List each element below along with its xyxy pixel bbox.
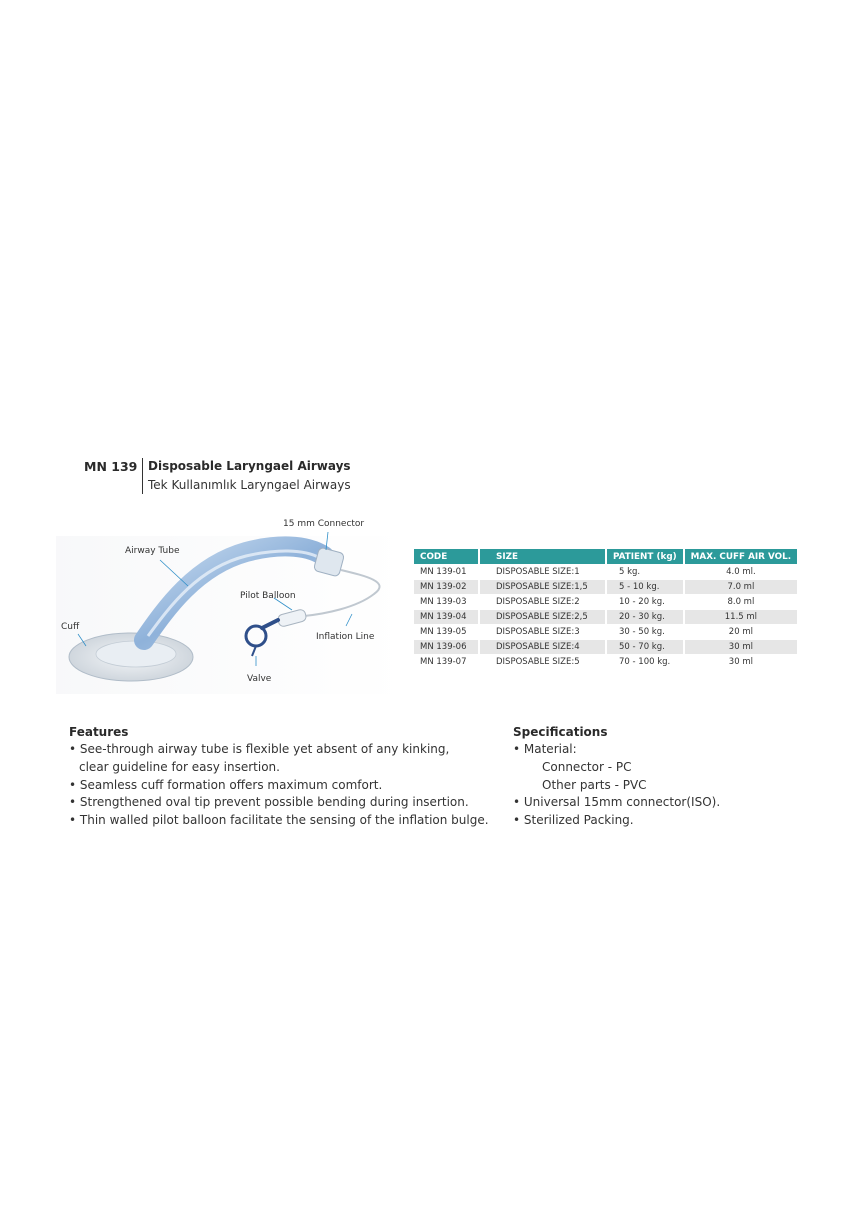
table-row (414, 655, 797, 669)
table-header-row (414, 549, 797, 564)
cell-cuff-vol: 30 ml (685, 640, 797, 654)
table-row (414, 565, 797, 579)
cell-size: DISPOSABLE SIZE:2 (480, 595, 605, 609)
list-item: • Strengthened oval tip prevent possible bending during insertion. (69, 795, 469, 810)
list-item: • Thin walled pilot balloon facilitate the sensing of the inflation bulge. (69, 813, 489, 828)
cell-code: MN 139-07 (414, 655, 478, 669)
list-item: Other parts - PVC (542, 777, 647, 792)
label-inflation-line: Inflation Line (316, 632, 375, 642)
list-item: • Universal 15mm connector(ISO). (513, 795, 721, 810)
table-row (414, 640, 797, 654)
cell-patient: 20 - 30 kg. (607, 610, 683, 624)
cell-size: DISPOSABLE SIZE:3 (480, 625, 605, 639)
list-item: clear guideline for easy insertion. (79, 759, 280, 774)
product-diagram (56, 516, 406, 694)
product-code: MN 139 (84, 459, 138, 474)
cell-cuff-vol: 20 ml (685, 625, 797, 639)
label-cuff: Cuff (61, 622, 80, 632)
product-subtitle: Tek Kullanımlık Laryngael Airways (148, 478, 351, 492)
cell-cuff-vol: 11.5 ml (685, 610, 797, 624)
header-cuff-vol: MAX. CUFF AIR VOL. (685, 549, 797, 564)
cell-patient: 5 - 10 kg. (607, 580, 683, 594)
specifications-list (513, 741, 720, 830)
cell-cuff-vol: 7.0 ml (685, 580, 797, 594)
cell-cuff-vol: 8.0 ml (685, 595, 797, 609)
cell-size: DISPOSABLE SIZE:1 (480, 565, 605, 579)
specifications-title: Specifications (513, 725, 608, 739)
features-title: Features (69, 725, 129, 739)
cell-patient: 5 kg. (607, 565, 683, 579)
label-airway-tube: Airway Tube (125, 546, 180, 556)
header-size: SIZE (480, 549, 605, 564)
features-list (69, 741, 489, 830)
table-row (414, 625, 797, 639)
header-divider (142, 458, 143, 494)
cell-size: DISPOSABLE SIZE:5 (480, 655, 605, 669)
cell-code: MN 139-04 (414, 610, 478, 624)
cell-cuff-vol: 4.0 ml. (685, 565, 797, 579)
list-item: • Material: (513, 742, 577, 756)
cell-code: MN 139-05 (414, 625, 478, 639)
cell-code: MN 139-03 (414, 595, 478, 609)
label-connector: 15 mm Connector (283, 519, 365, 529)
cell-code: MN 139-06 (414, 640, 478, 654)
table-row (414, 580, 797, 594)
cell-code: MN 139-01 (414, 565, 478, 579)
cell-patient: 30 - 50 kg. (607, 625, 683, 639)
cell-code: MN 139-02 (414, 580, 478, 594)
header-patient: PATIENT (kg) (607, 549, 683, 564)
cell-patient: 50 - 70 kg. (607, 640, 683, 654)
laryngeal-airway-illustration (56, 516, 406, 694)
cell-patient: 10 - 20 kg. (607, 595, 683, 609)
cell-patient: 70 - 100 kg. (607, 655, 683, 669)
cell-size: DISPOSABLE SIZE:4 (480, 640, 605, 654)
cell-size: DISPOSABLE SIZE:1,5 (480, 580, 605, 594)
product-title: Disposable Laryngael Airways (148, 459, 351, 473)
list-item: • See-through airway tube is flexible yet absent of any kinking, (69, 742, 450, 756)
cell-cuff-vol: 30 ml (685, 655, 797, 669)
header-code: CODE (414, 549, 478, 564)
product-table (412, 548, 799, 670)
cell-size: DISPOSABLE SIZE:2,5 (480, 610, 605, 624)
list-item: Connector - PC (542, 759, 632, 774)
list-item: • Seamless cuff formation offers maximum comfort. (69, 777, 383, 792)
table-row (414, 595, 797, 609)
label-valve: Valve (247, 674, 272, 684)
list-item: • Sterilized Packing. (513, 813, 634, 828)
table-row (414, 610, 797, 624)
label-pilot-balloon: Pilot Balloon (240, 591, 296, 601)
